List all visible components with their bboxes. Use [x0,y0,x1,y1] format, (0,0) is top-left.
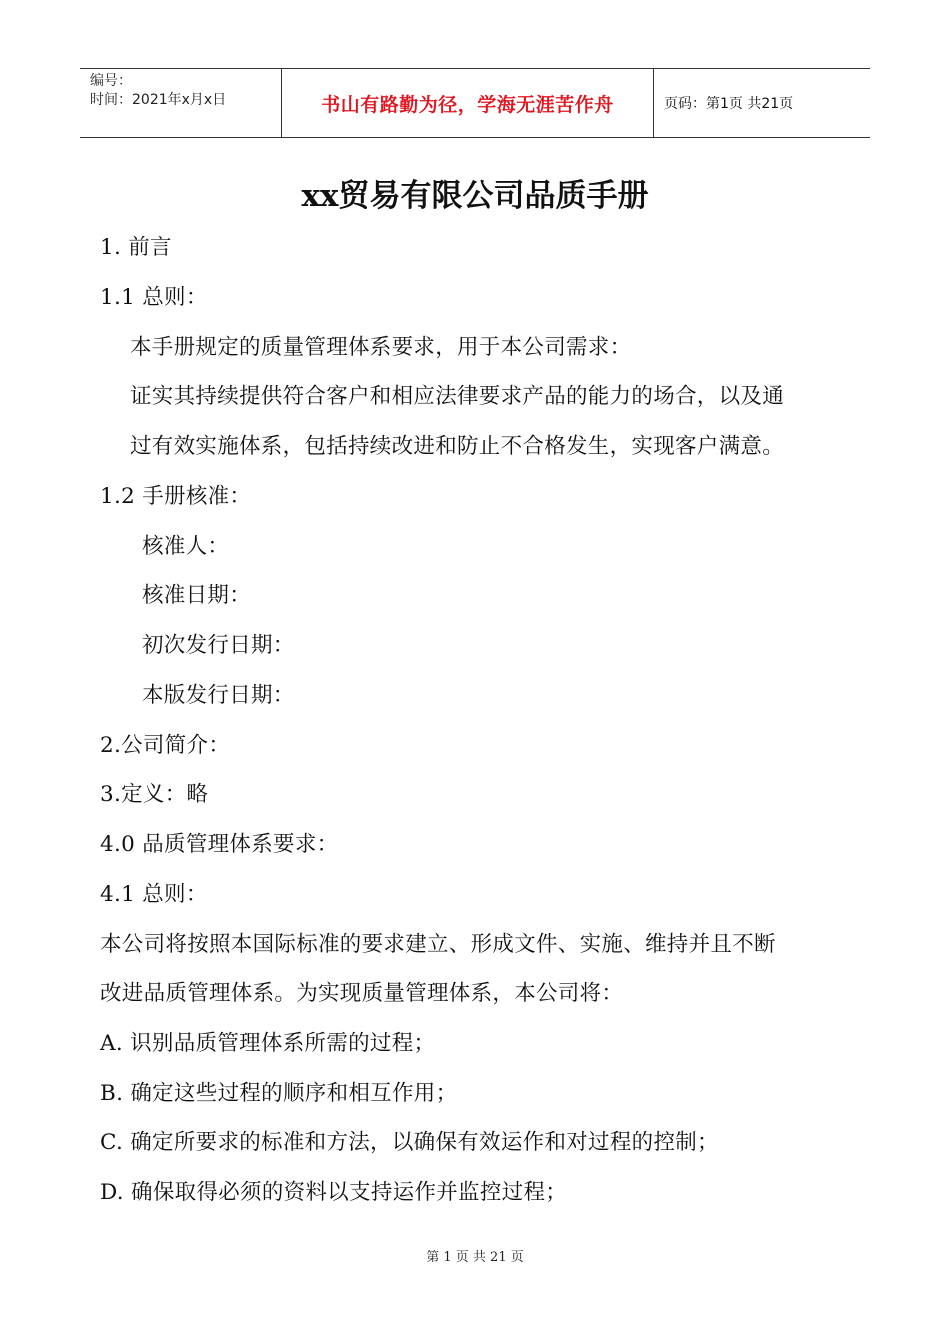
page-footer: 第 1 页 共 21 页 [426,1250,524,1265]
page-info: 页码：第1页 共21页 [664,96,794,112]
section-heading: 4.0 品质管理体系要求： [100,832,339,857]
paragraph-line: 本公司将按照本国际标准的要求建立、形成文件、实施、维持并且不断 [100,932,776,957]
section-heading: 1.2 手册核准： [100,484,252,509]
document-time-label: 时间：2021年x月x日 [90,92,227,108]
list-item: C. 确定所要求的标准和方法，以确保有效运作和对过程的控制； [100,1130,719,1155]
section-heading: 2.公司简介： [100,733,231,758]
form-field-label: 本版发行日期： [142,683,295,708]
section-heading: 1. 前言 [100,235,172,260]
section-heading: 3.定义：略 [100,782,209,807]
document-number-label: 编号： [90,73,132,89]
document-title: xx贸易有限公司品质手册 [301,178,649,214]
form-field-label: 核准人： [142,534,230,559]
list-item: A. 识别品质管理体系所需的过程； [100,1031,436,1056]
paragraph-line: 证实其持续提供符合客户和相应法律要求产品的能力的场合，以及通 [130,384,785,409]
form-field-label: 初次发行日期： [142,633,295,658]
paragraph-line: 过有效实施体系，包括持续改进和防止不合格发生，实现客户满意。 [130,434,785,459]
header-page-cell [654,69,870,137]
section-heading: 1.1 总则： [100,285,208,310]
form-field-label: 核准日期： [142,583,252,608]
list-item: D. 确保取得必须的资料以支持运作并监控过程； [100,1180,568,1205]
section-heading: 4.1 总则： [100,882,208,907]
paragraph-line: 改进品质管理体系。为实现质量管理体系，本公司将： [100,981,624,1006]
list-item: B. 确定这些过程的顺序和相互作用； [100,1081,458,1106]
header-motto-cell [281,69,654,137]
header-left-cell [80,69,280,137]
motto-text: 书山有路勤为径，学海无涯苦作舟 [321,93,614,116]
header-table [80,68,870,138]
paragraph-line: 本手册规定的质量管理体系要求，用于本公司需求： [130,335,632,360]
